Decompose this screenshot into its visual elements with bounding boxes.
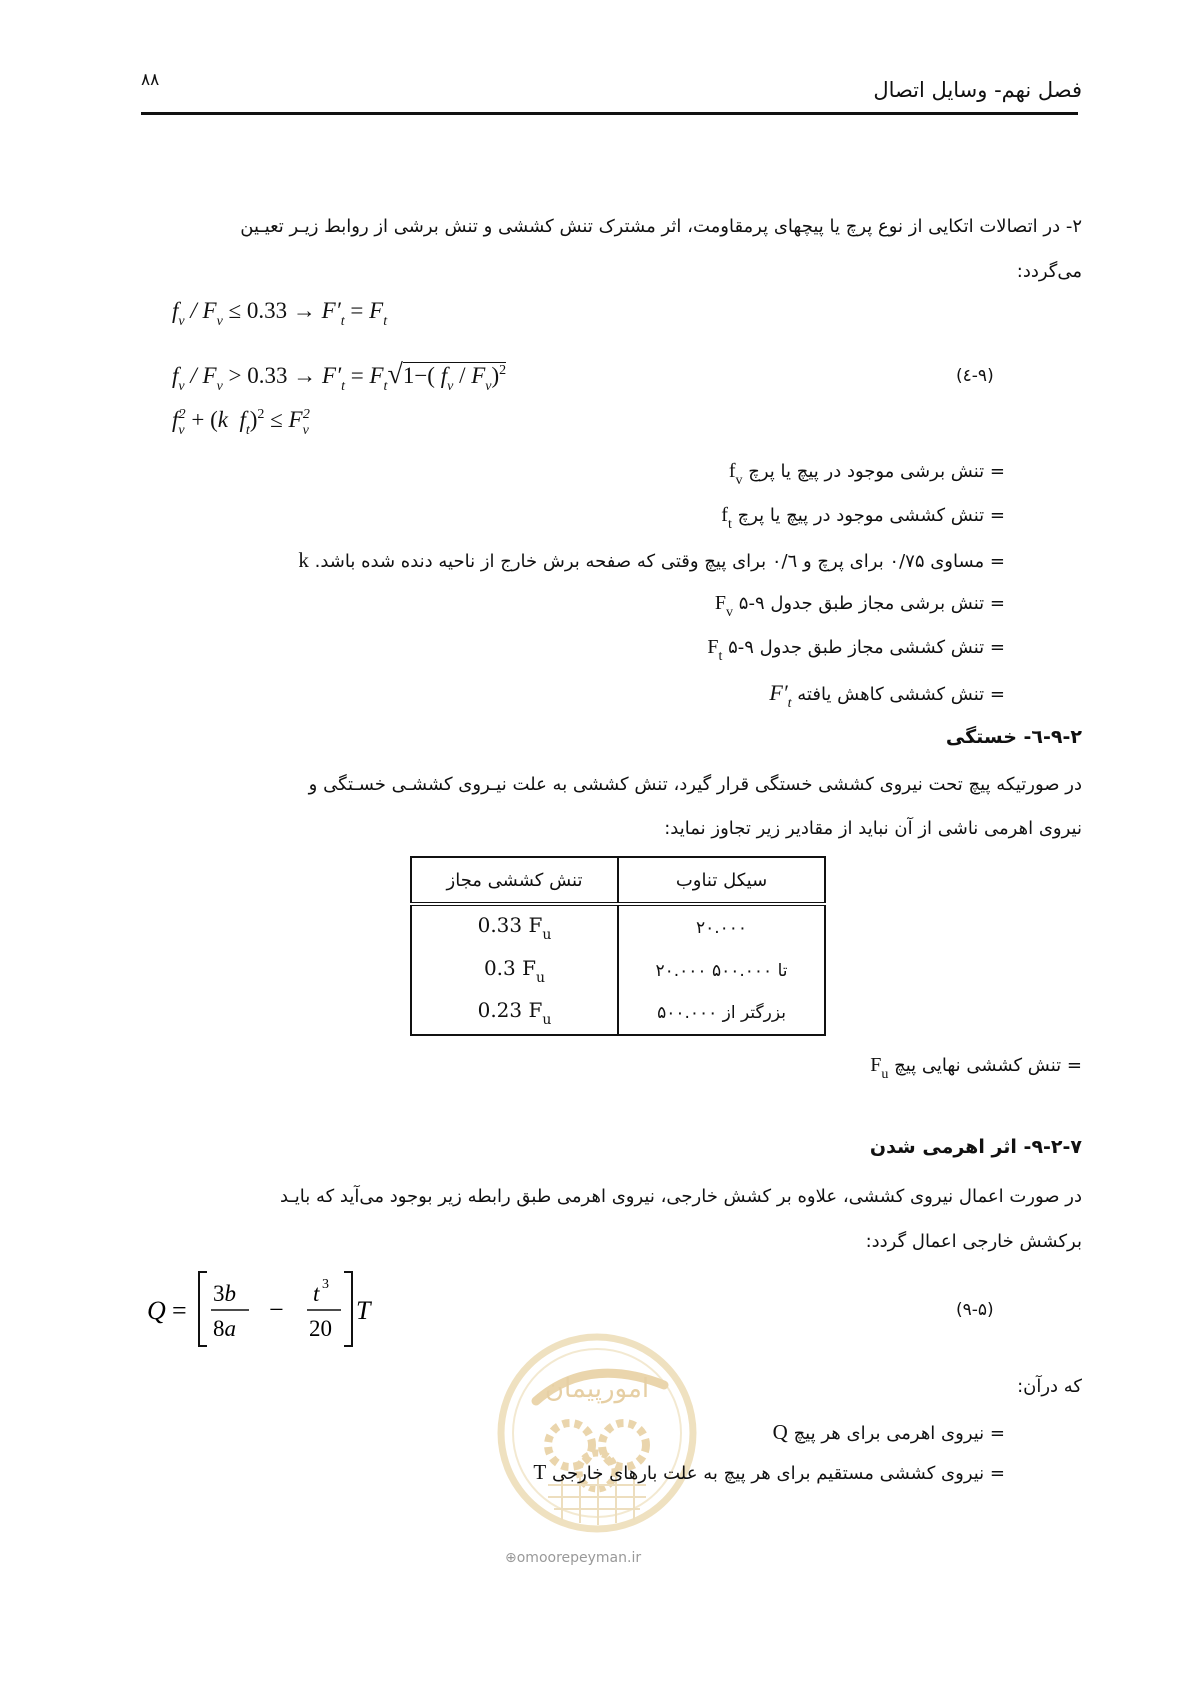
- chapter-title: فصل نهم- وسایل اتصال: [873, 78, 1082, 102]
- svg-text:=: =: [172, 1296, 187, 1325]
- page-number: ۸۸: [141, 70, 160, 90]
- equation-number-9-4: (۹-٤): [956, 366, 994, 386]
- table-cell: 0.3 $F_u$: [411, 949, 618, 992]
- equation-prying-force: [145, 1264, 475, 1354]
- where-label: که درآن:: [1017, 1376, 1082, 1397]
- def-fv: = تنش برشی موجود در پیچ یا پرچ $f_v$: [728, 460, 1005, 488]
- section-heading-fatigue: ۹-۲-٦- خستگی: [945, 726, 1082, 748]
- table-cell: ۲۰.۰۰۰: [618, 904, 825, 949]
- svg-text:−: −: [269, 1295, 284, 1324]
- table-header-cycle: سیکل تناوب: [618, 857, 825, 904]
- section-heading-prying: ۹-۲-۷- اثر اهرمی شدن: [869, 1136, 1082, 1158]
- def-Ft: = تنش کششی مجاز طبق جدول ۹-۵ $F_t$: [707, 636, 1005, 664]
- equation-number-9-5: (۹-۵): [956, 1300, 994, 1320]
- table-cell: ۲۰.۰۰۰ تا ۵۰۰.۰۰۰: [618, 949, 825, 992]
- fatigue-para-line-2: نیروی اهرمی ناشی از آن نباید از مقادیر زیر تجاوز نماید:: [664, 818, 1082, 839]
- equation-2: $f_v / F_v > 0.33 \to F'_t = F_t√1-$( $f_v / F_v)^2$: [172, 359, 507, 394]
- intro-line-1: ۲- در اتصالات اتکایی از نوع پرچ یا پیچهای پرمقاومت، اثر مشترک تنش کششی و تنش برشی از روابط زیـر تعیـین: [240, 216, 1082, 237]
- watermark-logo: [488, 1325, 706, 1541]
- svg-text:3: 3: [322, 1277, 329, 1292]
- svg-text:3b: 3b: [213, 1281, 236, 1306]
- fatigue-table: [410, 856, 826, 1036]
- svg-text:t: t: [313, 1281, 320, 1306]
- svg-text:T: T: [356, 1296, 371, 1325]
- prying-para-line-1: در صورت اعمال نیروی کششی، علاوه بر کشش خارجی، نیروی اهرمی طبق رابطه زیر بوجود می‌آید که بایـد: [280, 1186, 1082, 1207]
- svg-text:Q: Q: [147, 1296, 166, 1325]
- def-k: = مساوی ۰/۷۵ برای پرچ و ۰/٦ برای پیچ وقتی که صفحه برش خارج از ناحیه دنده شده باشد. k: [298, 548, 1005, 572]
- watermark-site: ⊕omoorepeyman.ir: [505, 1550, 642, 1566]
- equation-1: $f_v / F_v \le 0.33 \to F'_t = F_t$: [172, 298, 388, 329]
- def-T: = نیروی کششی مستقیم برای هر پیچ به علت بارهای خارجی T: [533, 1460, 1005, 1484]
- table-cell: 0.23 $F_u$: [411, 992, 618, 1035]
- table-header-allowable-stress: تنش کششی مجاز: [411, 857, 618, 904]
- def-Fv: = تنش برشی مجاز طبق جدول ۹-۵ $F_v$: [714, 592, 1005, 620]
- prying-para-line-2: برکشش خارجی اعمال گردد:: [865, 1231, 1082, 1252]
- svg-text:امورپیمان: امورپیمان: [544, 1374, 650, 1404]
- def-Ft-prime: = تنش کششی کاهش یافته $F'_t$: [769, 680, 1005, 711]
- svg-text:20: 20: [309, 1316, 332, 1341]
- header-rule: [141, 112, 1078, 115]
- def-Q: = نیروی اهرمی برای هر پیچ Q: [772, 1420, 1005, 1444]
- def-ft: = تنش کششی موجود در پیچ یا پرچ $f_t$: [721, 504, 1005, 532]
- equation-3: $f_v^2 + (k$ $f_t)^2 \le F_v^2$: [172, 407, 310, 438]
- def-Fu: = تنش کششی نهایی پیچ $F_u$: [870, 1054, 1082, 1082]
- table-cell: 0.33 $F_u$: [411, 904, 618, 949]
- svg-text:8a: 8a: [213, 1316, 236, 1341]
- fatigue-para-line-1: در صورتیکه پیچ تحت نیروی کششی خستگی قرار گیرد، تنش کششی به علت نیـروی کششـی خسـتگی و: [308, 774, 1082, 795]
- intro-line-2: می‌گردد:: [1016, 261, 1082, 282]
- table-cell: بزرگتر از ۵۰۰.۰۰۰: [618, 992, 825, 1035]
- watermark-site-icon: ⊕: [505, 1550, 517, 1566]
